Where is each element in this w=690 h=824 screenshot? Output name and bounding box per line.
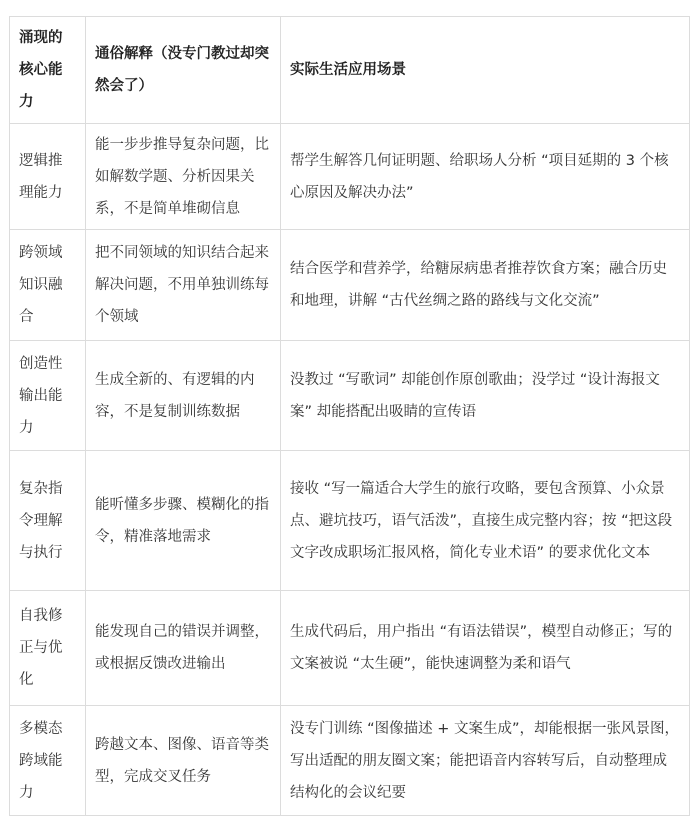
cell-scenario: 没教过 “写歌词” 却能创作原创歌曲；没学过 “设计海报文案” 却能搭配出吸睛的宣传语 xyxy=(281,341,690,451)
cell-capability: 复杂指令理解与执行 xyxy=(10,451,86,591)
capabilities-table xyxy=(9,16,690,816)
cell-scenario: 接收 “写一篇适合大学生的旅行攻略，要包含预算、小众景点、避坑技巧，语气活泼”，直接生成完整内容；按 “把这段文字改成职场汇报风格，简化专业术语” 的要求优化文本 xyxy=(281,451,690,591)
cell-explanation: 能一步步推导复杂问题，比如解数学题、分析因果关系，不是简单堆砌信息 xyxy=(86,124,281,230)
cell-explanation: 能听懂多步骤、模糊化的指令，精准落地需求 xyxy=(86,451,281,591)
cell-scenario: 帮学生解答几何证明题、给职场人分析 “项目延期的 3 个核心原因及解决办法” xyxy=(281,124,690,230)
cell-capability: 跨领域知识融合 xyxy=(10,230,86,341)
cell-scenario: 结合医学和营养学，给糖尿病患者推荐饮食方案；融合历史和地理，讲解 “古代丝绸之路的路线与文化交流” xyxy=(281,230,690,341)
cell-explanation: 跨越文本、图像、语音等类型，完成交叉任务 xyxy=(86,706,281,816)
cell-scenario: 生成代码后，用户指出 “有语法错误”，模型自动修正；写的文案被说 “太生硬”，能快速调整为柔和语气 xyxy=(281,591,690,706)
cell-capability: 自我修正与优化 xyxy=(10,591,86,706)
cell-scenario: 没专门训练 “图像描述 + 文案生成”，却能根据一张风景图，写出适配的朋友圈文案；能把语音内容转写后，自动整理成结构化的会议纪要 xyxy=(281,706,690,816)
header-explanation: 通俗解释（没专门教过却突然会了） xyxy=(86,17,281,124)
cell-explanation: 生成全新的、有逻辑的内容，不是复制训练数据 xyxy=(86,341,281,451)
table-row xyxy=(10,341,690,451)
cell-capability: 创造性输出能力 xyxy=(10,341,86,451)
table-row xyxy=(10,451,690,591)
header-capability: 涌现的核心能力 xyxy=(10,17,86,124)
table-header-row xyxy=(10,17,690,124)
table-row xyxy=(10,591,690,706)
table-row xyxy=(10,706,690,816)
header-scenario: 实际生活应用场景 xyxy=(281,17,690,124)
table-row xyxy=(10,230,690,341)
cell-capability: 多模态跨域能力 xyxy=(10,706,86,816)
cell-capability: 逻辑推理能力 xyxy=(10,124,86,230)
cell-explanation: 把不同领域的知识结合起来解决问题，不用单独训练每个领域 xyxy=(86,230,281,341)
cell-explanation: 能发现自己的错误并调整，或根据反馈改进输出 xyxy=(86,591,281,706)
table-row xyxy=(10,124,690,230)
